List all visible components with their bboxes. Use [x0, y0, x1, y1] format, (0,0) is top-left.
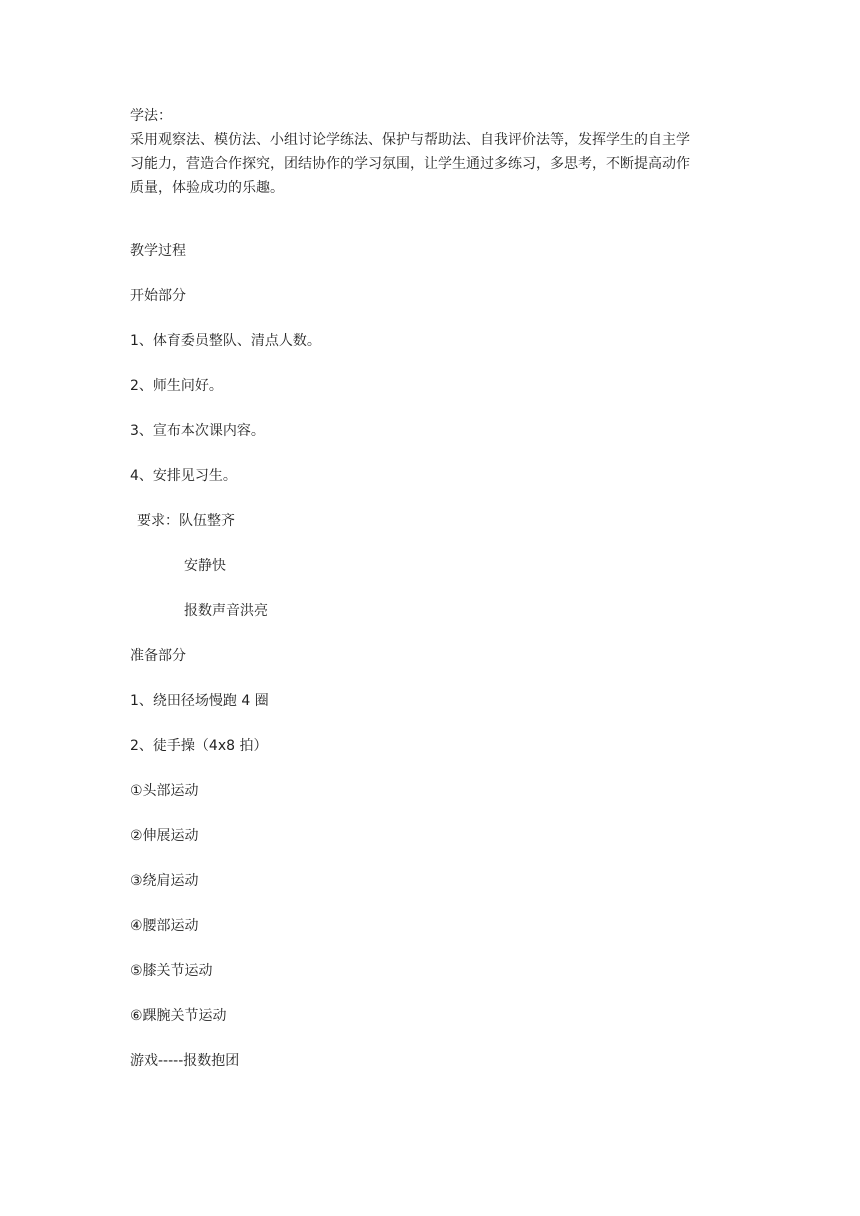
start-item: 3、宣布本次课内容。 — [130, 423, 265, 439]
start-item: 4、安排见习生。 — [130, 468, 237, 484]
study-method-paragraph-line-2: 习能力，营造合作探究，团结协作的学习氛围，让学生通过多练习，多思考，不断提高动作 — [130, 156, 690, 172]
start-section-heading: 开始部分 — [130, 288, 186, 304]
start-item: 1、体育委员整队、清点人数。 — [130, 333, 321, 349]
teaching-process-heading: 教学过程 — [130, 243, 186, 259]
study-method-paragraph-line-3: 质量，体验成功的乐趣。 — [130, 180, 284, 196]
prep-item: ③绕肩运动 — [130, 873, 199, 889]
requirements-label: 要求：队伍整齐 — [137, 513, 235, 529]
start-item: 2、师生问好。 — [130, 378, 223, 394]
study-method-block — [130, 104, 740, 200]
requirement-item: 安静快 — [184, 558, 226, 574]
prep-item: ⑥踝腕关节运动 — [130, 1008, 227, 1024]
prep-item: 1、绕田径场慢跑 4 圈 — [130, 693, 269, 709]
study-method-heading: 学法： — [130, 108, 172, 124]
prep-item: ①头部运动 — [130, 783, 199, 799]
prep-item: ②伸展运动 — [130, 828, 199, 844]
requirement-item: 报数声音洪亮 — [184, 603, 268, 619]
prep-section-heading: 准备部分 — [130, 648, 186, 664]
prep-item: 游戏-----报数抱团 — [130, 1053, 240, 1069]
prep-item: 2、徒手操（4x8 拍） — [130, 738, 268, 754]
prep-item: ⑤膝关节运动 — [130, 963, 213, 979]
prep-item: ④腰部运动 — [130, 918, 199, 934]
study-method-paragraph-line-1: 采用观察法、模仿法、小组讨论学练法、保护与帮助法、自我评价法等，发挥学生的自主学 — [130, 132, 690, 148]
